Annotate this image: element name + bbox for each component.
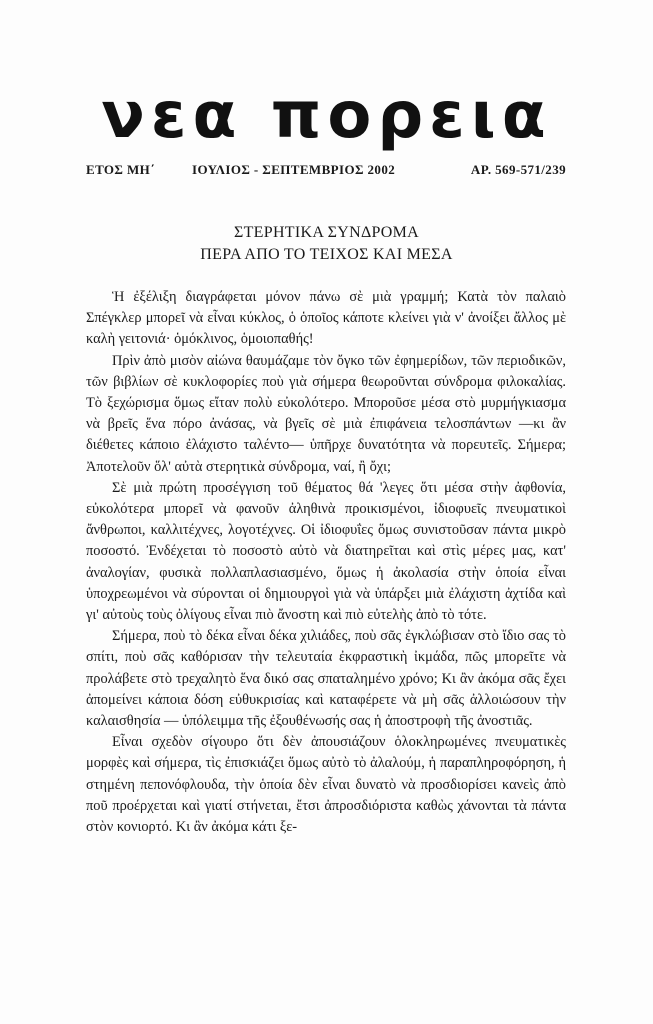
paragraph: Ἡ ἐξέλιξη διαγράφεται μόνον πάνω σὲ μιὰ γραμμή; Κατὰ τὸν παλαιὸ Σπέγκλερ μπορεῖ νὰ εἶναι κύκλος, ὁ ὁποῖος κάποτε κλείνει γιὰ ν' ἀνοίξει ἄλλος μὲ καλὴ γειτονιά· ὁμόκλινος, ὁμοιοπαθής! — [86, 289, 566, 348]
issue-period: ΙΟΥΛΙΟΣ - ΣΕΠΤΕΜΒΡΙΟΣ 2002 — [192, 162, 396, 177]
issue-number: ΑΡ. 569-571/239 — [470, 162, 566, 177]
issue-year: ΕΤΟΣ ΜΗ΄ — [86, 162, 155, 177]
article-title — [0, 222, 653, 266]
article-body — [86, 287, 566, 838]
paragraph: Εἶναι σχεδὸν σίγουρο ὅτι δὲν ἀπουσιάζουν ὁλοκληρωμένες πνευματικὲς μορφὲς καὶ σήμερα, τὶς ἐπισκιάζει ὅμως αὐτὸ τὸ ἀλαλούμ, ἡ παραπληροφόρηση, ἡ στημένη πεπονόφλουδα, τὴν ὁποία δὲν εἶναι δυνατὸ νὰ προσδιορίσει κανεὶς ἀπὸ ποῦ προέρχεται καὶ γιατί στήνεται, ἔτσι ἀπροσδιόριστα καθὼς χάνονται τὰ πάντα στὸν κονιορτό. Κι ἂν ἀκόμα κάτι ξε- — [86, 734, 566, 836]
article-title-line-1: ΣΤΕΡΗΤΙΚΑ ΣΥΝΔΡΟΜΑ — [234, 224, 419, 241]
journal-masthead: νεα πορεια — [101, 79, 552, 153]
paragraph: Πρὶν ἀπὸ μισὸν αἰώνα θαυμάζαμε τὸν ὄγκο τῶν ἐφημερίδων, τῶν περιοδικῶν, τῶν βιβλίων σὲ κυκλοφορίες ποὺ γιὰ σήμερα θεωροῦνται σύνδρομα φιλοκαλίας. Τὸ ξεχώρισμα ὅμως εἴταν πολὺ εὐκολότερο. Μποροῦσε μέσα στὸ μυρμήγκιασμα νὰ βρεῖς ἕνα πόρο ἀνάσας, νὰ βγεῖς σὲ μιὰ ἐπιφάνεια τελοσπάντων —κι ἂν διέθετες κάποιο ἐλάχιστο ταλέντο— ὑπῆρχε δυνατότητα νὰ πορευτεῖς. Σήμερα; Ἀποτελοῦν ὅλ' αὐτὰ στερητικὰ σύνδρομα, ναί, ἢ ὄχι; — [86, 352, 566, 475]
paragraph: Σὲ μιὰ πρώτη προσέγγιση τοῦ θέματος θά 'λεγες ὅτι μέσα στὴν ἀφθονία, εὐκολότερα μπορεῖ νὰ φανοῦν ἀληθινὰ προικισμένοι, ἰδιοφυεῖς πνευματικοὶ ἄνθρωποι, καλλιτέχνες, λογοτέχνες. Οἱ ἰδιοφυΐες ὅμως συνιστοῦσαν πάντα μικρὸ ποσοστό. Ἐνδέχεται τὸ ποσοστὸ αὐτὸ νὰ διατηρεῖται καὶ στὶς μέρες μας, κατ' ἀναλογίαν, φυσικὰ πολλαπλασιασμένο, ὅμως ἡ ἀκολασία στὴν ὁποία εἶναι ὑποχρεωμένοι νὰ σύρονται οἱ δημιουργοὶ γιὰ νὰ ὑπάρξει μιὰ ἐλάχιστη ἀχτίδα καὶ γι' αὐτοὺς τοὺς ὀλίγους εἶναι πιὸ ἄνοστη καὶ πιὸ εὐτελὴς ἀπὸ τὸ τότε. — [86, 479, 566, 624]
article-title-line-2: ΠΕΡΑ ΑΠΟ ΤΟ ΤΕΙΧΟΣ ΚΑΙ ΜΕΣΑ — [200, 246, 453, 263]
paragraph: Σήμερα, ποὺ τὸ δέκα εἶναι δέκα χιλιάδες, ποὺ σᾶς ἐγκλώβισαν στὸ ἴδιο σας τὸ σπίτι, ποὺ σᾶς καθόρισαν τὴν τελευταία ἐκφραστικὴ ἰκμάδα, πῶς μπορεῖτε νὰ προλάβετε στὸ τρεχαλητὸ ἕνα δικό σας σπαταλημένο χρόνο; Κι ἂν ἀκόμα σᾶς ἔχει ἀπομείνει κάποια δόση εὐθυκρισίας καὶ καταφέρετε νὰ μὴ σᾶς ἀλλοιώσουν τὴν καλαισθησία — ὑπόλειμμα τῆς ἐξουθένωσής σας ἡ ἀποστροφὴ τῆς ἀνοστιᾶς. — [86, 628, 566, 730]
